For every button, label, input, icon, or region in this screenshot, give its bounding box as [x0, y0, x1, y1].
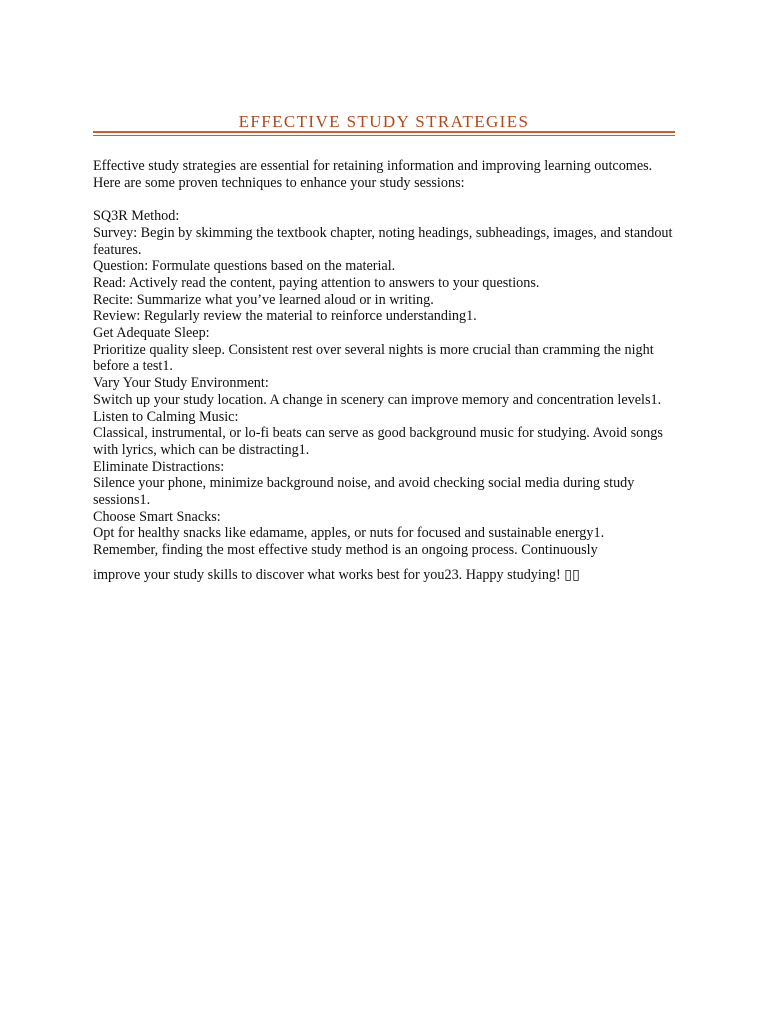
- body-line: Survey: Begin by skimming the textbook chapter, noting headings, subheadings, images, and standout features.: [93, 224, 673, 258]
- title-rule-thick: [93, 131, 675, 133]
- body-line: Eliminate Distractions:: [93, 458, 225, 475]
- body-line: Classical, instrumental, or lo-fi beats can serve as good background music for studying. Avoid songs with lyrics, which can be distracting1.: [93, 425, 663, 458]
- body-line: Choose Smart Snacks:: [93, 508, 221, 525]
- body-line: Question: Formulate questions based on the material.: [93, 258, 396, 275]
- body-line: Listen to Calming Music:: [93, 408, 239, 425]
- body-line: Switch up your study location. A change in scenery can improve memory and concentration levels1.: [93, 391, 662, 408]
- document-body: [93, 158, 675, 584]
- closing-line: improve your study skills to discover what works best for you23. Happy studying! ▯▯: [93, 566, 580, 583]
- body-line: Review: Regularly review the material to reinforce understanding1.: [93, 308, 477, 325]
- document-title: EFFECTIVE STUDY STRATEGIES: [238, 112, 530, 131]
- body-line: SQ3R Method:: [93, 208, 180, 225]
- body-line: Prioritize quality sleep. Consistent rest over several nights is more crucial than cramming the night before a test1.: [93, 341, 654, 375]
- body-line: Vary Your Study Environment:: [93, 375, 269, 392]
- body-line: Read: Actively read the content, paying attention to answers to your questions.: [93, 274, 540, 291]
- body-line: Silence your phone, minimize background noise, and avoid checking social media during study sessions1.: [93, 475, 635, 509]
- body-line: Remember, finding the most effective study method is an ongoing process. Continuously: [93, 542, 598, 559]
- body-line: Recite: Summarize what you’ve learned aloud or in writing.: [93, 291, 434, 308]
- body-line: Opt for healthy snacks like edamame, apples, or nuts for focused and sustainable energy1.: [93, 525, 605, 542]
- paragraph-gap: [93, 191, 675, 208]
- intro-paragraph: Effective study strategies are essential for retaining information and improving learning outcomes. Here are some proven techniques to enhance your study sessions:: [93, 158, 653, 191]
- body-line: Get Adequate Sleep:: [93, 325, 210, 342]
- title-rule-thin: [93, 135, 675, 136]
